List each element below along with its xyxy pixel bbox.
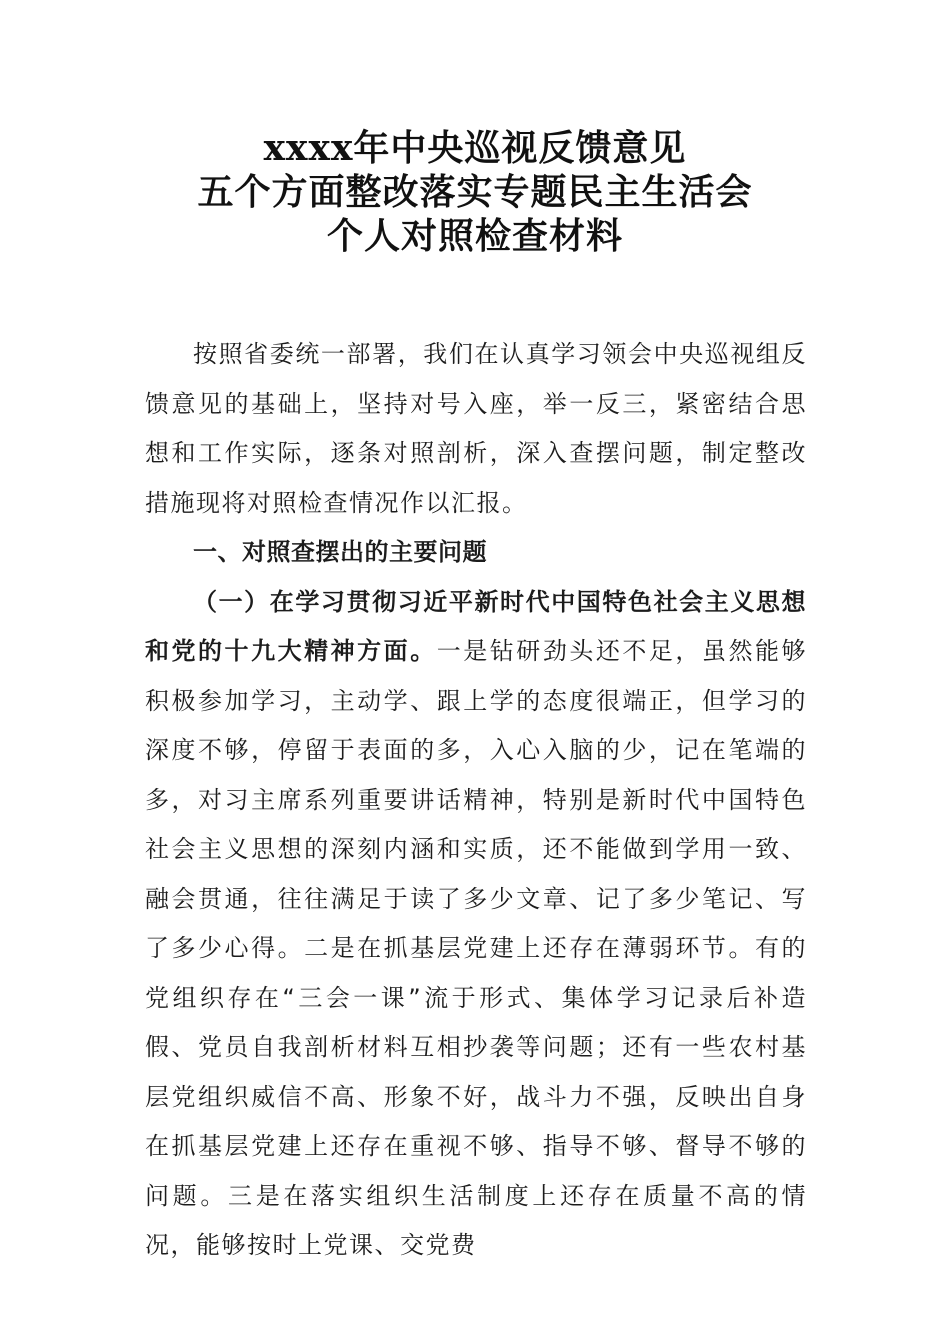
title-line-1: xxxx年中央巡视反馈意见 xyxy=(263,127,687,169)
subsection-text: 一是钻研劲头还不足，虽然能够积极参加学习，主动学、跟上学的态度很端正，但学习的深度不够，停留于表面的多，入心入脑的少，记在笔端的多，对习主席系列重要讲话精神，特别是新时代中国特色社会主义思想的深刻内涵和实质，还不能做到学用一致、融会贯通，往往满足于读了多少文章、记了多少笔记、写了多少心得。二是在抓基层党建上还存在薄弱环节。有的党组织存在“三会一课”流于形式、集体学习记录后补造假、党员自我剖析材料互相抄袭等问题；还有一些农村基层党组织威信不高、形象不好，战斗力不强，反映出自身在抓基层党建上还存在重视不够、指导不够、督导不够的问题。三是在落实组织生活制度上还存在质量不高的情况，能够按时上党课、交党费 xyxy=(145,637,808,1259)
subsection-heading: （一）在学习贯彻习近平新时代中国特色社会主义思想和党的十九大精神方面。 xyxy=(145,587,807,665)
document-title xyxy=(0,126,950,258)
subsection-paragraph xyxy=(145,578,807,1271)
title-line-2: 五个方面整改落实专题民主生活会 xyxy=(197,171,753,213)
section-heading: 一、对照查摆出的主要问题 xyxy=(193,538,487,566)
title-line-3: 个人对照检查材料 xyxy=(326,215,623,257)
document-body xyxy=(145,330,807,1271)
intro-paragraph: 按照省委统一部署，我们在认真学习领会中央巡视组反馈意见的基础上，坚持对号入座，举一反三，紧密结合思想和工作实际，逐条对照剖析，深入查摆问题，制定整改措施现将对照检查情况作以汇报。 xyxy=(145,340,807,517)
